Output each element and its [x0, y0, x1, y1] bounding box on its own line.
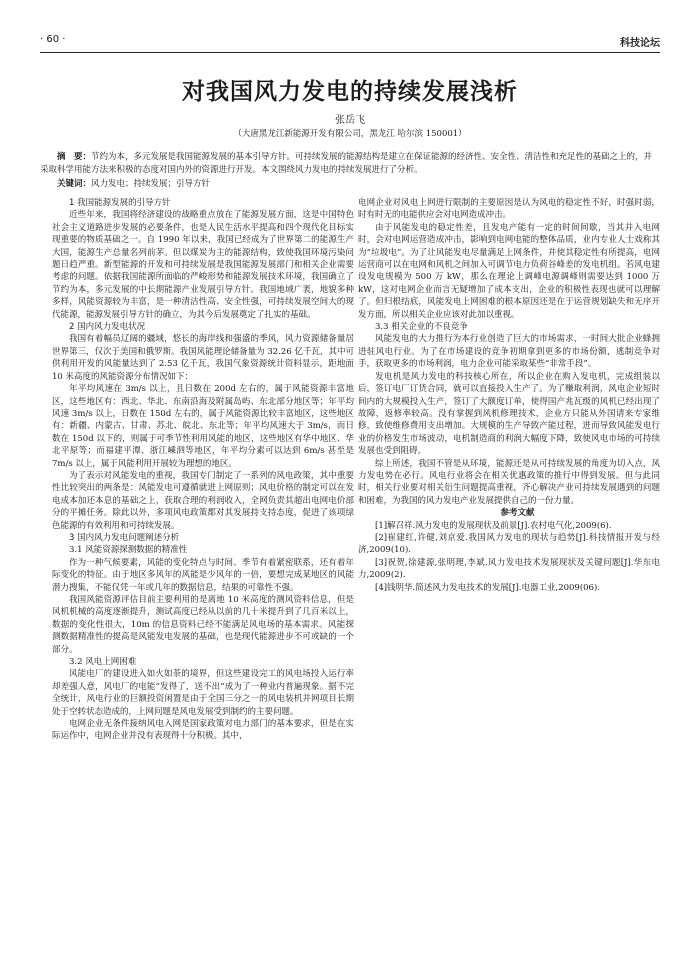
keywords-text: 风力发电；持续发展；引导方针: [91, 179, 211, 189]
paragraph: 我国有着幅员辽阔的疆域，悠长的海岸线和强盛的季风，风力资源储备量居世界第三，仅次于美国和俄罗斯。我国风能理论储备量为 32.26 亿千瓦，其中可供利用开发的风能量达到了 2.53 亿千瓦，我国气象资源统计资料显示，距地面 10 米高度的风能资源分布情况如下：: [52, 334, 354, 382]
paragraph: 电网企业无条件接纳风电入网是国家政策对电力部门的基本要求，但是在实际运作中，电网企业并没有表现得十分积极。其中，: [52, 719, 354, 742]
right-column: [358, 197, 660, 594]
paragraph: 为了表示对风能发电的重视，我国专门制定了一系列的风电政策，其中重要性比较突出的两条是：风能发电可遵循就进上网原则；风电价格的制定可以在发电成本加还本息的基础之上，获取合理的利润收入，全网负责其超出电网电价部分的平摊任务。除此以外，多项风电政策都对其发展持支持态度，促进了该项绿色能源的有效利用和可持续发展。: [52, 470, 354, 531]
journal-name: 科技论坛: [620, 38, 660, 49]
paragraph: 发电机是风力发电的科技核心所在，所以企业在购入发电机，完成组装以后，签订电厂订货合同，就可以直接投入生产了。为了赚取利润，风电企业短时间内的大规模投入生产，签订了大额度订单，使得国产兆瓦级的风机已经出现了故障，返修率较高。没有掌握到风机修理技术，企业方只能从外国请来专家维修，致使维修费用支出增加。大规模的生产导致产能过程，进而导致风能发电行业的价格发生市场波动，电机制造商的利润大幅度下降，致使风电市场的可持续发展也受到阻碍。: [358, 371, 660, 457]
reference-item: [1]解召祥.风力发电的发展现状及前景[J].农村电气化,2009(6).: [375, 520, 612, 531]
section-heading: 1 我国能源发展的引导方针: [69, 198, 171, 208]
keywords: [40, 178, 660, 191]
reference-item: [3]祝贺,徐建源,张明理,李斌.风力发电技术发展现状及关键问题[J].华东电力,2009(2).: [358, 557, 660, 581]
header-rule: [40, 52, 660, 53]
subsection-heading: 3.3 相关企业的不良竞争: [375, 322, 468, 333]
article-title: 对我国风力发电的持续发展浅析: [182, 78, 518, 105]
paragraph: 电网企业对风电上网进行限制的主要原因是认为风电的稳定性不好，时强时弱，时有时无的电能供应会对电网造成冲击。: [358, 198, 660, 221]
reference-item: [4]钱明华.简述风力发电技术的发展[J].电器工业,2009(06).: [375, 582, 600, 593]
paragraph: 年平均风速在 3m/s 以上，且日数在 200d 左右的，属于风能资源丰富地区，这些地区有：西北、华北、东南沿海及附属岛屿、东北部分地区等；年平均风速 3m/s 以上，日数在 150d 左右的，属于风能资源比较丰富地区，这些地区有：新疆、内蒙古、甘肃、苏北、皖北、东北等；年平均风速大于 3m/s，而日数在 150d 以下的，则属于可季节性利用风能的地区，这些地区有华中地区、华北平原等；而福建平潭、浙江嵊泗等地区，年平均分素可以达到 6m/s 甚至是 7m/s 以上，属于风能利用开展较为理想的地区。: [52, 384, 354, 469]
abstract-text: 节约为本，多元发展是我国能源发展的基本引导方针。可持续发展的能源结构是建立在保证能源的经济性、安全性、清洁性和充足性的基础之上的，并采取科学用能方法来积极的态度对国内外的资源进行开发。本文围绕风力发电的持续发展进行了分析。: [40, 152, 653, 175]
subsection-heading: 3.2 风电上网困难: [69, 657, 137, 668]
references-heading: 参考文献: [500, 508, 535, 519]
section-heading: 2 国内风力发电状况: [69, 322, 146, 333]
author-affiliation: （大唐黑龙江新能源开发有限公司，黑龙江 哈尔滨 150001）: [233, 129, 467, 139]
paragraph: 我国风能资源评估目前主要利用的是离地 10 米高度的测风资料信息，但是风机机械的高度逐渐提升，测试高度已经从以前的几十米提升到了几百米以上，数据的变化性很大，10m 的信息资料已经不能满足风电场的基本需求。风能探测数据精准性的提高是风能发电发展的基础，也是现代能源进步不可或缺的一个部分。: [52, 595, 354, 655]
keywords-label: 关键词：: [57, 179, 92, 189]
paragraph: 风能发电的大力推行为本行业创造了巨大的市场需求，一时间大批企业蜂拥进驻风电行业。为了在市场建设的竞争初期拿到更多的市场份额，逃制竞争对手，获取更多的市场利润，电力企业可能采取某些“非常手段”。: [358, 334, 660, 370]
paragraph: 风能电厂的建设进入如火如荼的境界，但这些建设完工的风电场投入运行率却差强人意，风电厂的电能“发得了，送不出”成为了一种业内普遍现象。据不完全统计，风电行业的巨额投资闲置是由于全国三分之一的风电装机并网项目长期处于空转状态造成的，上网问题是风电发展受到制约的主要问题。: [52, 669, 354, 717]
page-number: · 60 ·: [40, 34, 66, 45]
paragraph: 近些年来，我国将经济建设的战略重点放在了能源发展方面，这是中国特色社会主义道路进步发展的必要条件，也是人民生活水平提高和四个现代化目标实现重要的物质基础之一。自 1990 年以来，我国已经成为了世界第二的能源生产大国，能源生产总量名列前茅。但以煤炭为主的能源结构，致使我国环境污染问题日趋严重。新型能源的开发和可持续发展是我国能源发展部门和相关企业需要考虑的问题。依据我国能源所面临的严峻形势和能源发展技术环境，我国确立了节约为本，多元发展的中长期能源产业发展引导方针。我国地域广袤，地貌多种多样，风能资源较为丰富，是一种清洁性高、安全性强，可持续发展空间大的现代能源，能源发展引导方针的确立，为其今后发展奠定了扎实的基础。: [52, 210, 354, 320]
article-author: 张岳飞: [335, 115, 365, 126]
abstract: [40, 151, 660, 177]
subsection-heading: 3.1 风能资源探测数据的精准性: [69, 545, 188, 556]
paragraph: 综上所述，我国不管是从环境，能源还是从可持续发展的角度为切入点，风力发电势在必行。风电行业将会在相关优惠政策的推行中得到发展。但与此同时，相关行业要对相关衍生问题提高重视，齐心解决产业可持续发展遇到的问题和困难，为我国的风力发电产业发展提供自己的一份力量。: [358, 458, 660, 506]
paragraph: 作为一种气候要素，风能的变化特点与时间、季节有着紧密联系，还有着年际变化的特征。由于地区多风年的风能是少风年的一倍，要想完成某地区的风能潜力搜集，不能仅凭一年或几年的数据信息，结果的可靠性不强。: [52, 557, 354, 593]
page-header: [40, 34, 660, 50]
paragraph: 由于风能发电的稳定性差，且发电产能有一定的时间间歇，当其并入电网时，会对电网运营造成冲击，影响到电网电能的整体品质，业内专业人士戏称其为“垃圾电”。为了让风能发电尽量满足上网条件，并使其稳定性有所提高，电网运营商可以在电网和风机之间加入可调节电力负荷谷峰差的发电机组。若风电建设发电规模为 500 万 kW，那么在理论上调峰电源调峰则需要达到 1000 万 kW，这对电网企业而言无疑增加了成本支出，企业的积极性表现也就可以理解了。但归根结底，风能发电上网困难的根本原因还是在于运营规划缺失和无序开发方面，所以相关企业应该对此加以重视。: [358, 222, 660, 320]
reference-item: [2]崔建红,许健,刘京爱.我国风力发电的现状与趋势[J].科技情报开发与经济,2009(10).: [358, 532, 660, 556]
abstract-label: 摘 要：: [57, 152, 92, 162]
left-column: [52, 197, 354, 743]
section-heading: 3 国内风力发电问题阐述分析: [69, 532, 180, 543]
